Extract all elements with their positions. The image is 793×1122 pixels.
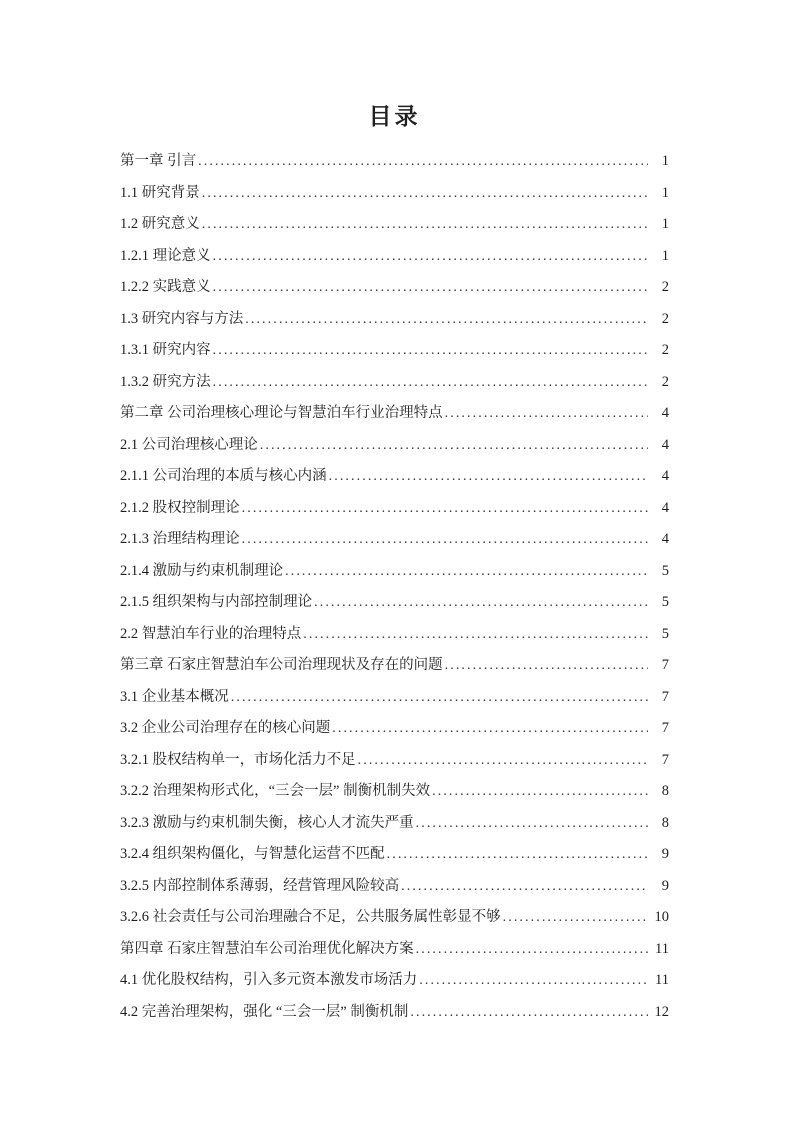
toc-row <box>120 146 669 178</box>
toc-entry-label: 第四章 石家庄智慧泊车公司治理优化解决方案 <box>120 940 414 957</box>
toc-entry-page: 5 <box>661 562 669 579</box>
toc-dot-leader <box>314 587 648 619</box>
toc-entry-page: 11 <box>655 940 669 957</box>
page-title: 目录 <box>368 104 421 129</box>
toc-dot-leader <box>260 430 648 462</box>
toc-entry-page: 2 <box>661 279 669 295</box>
toc-entry-label: 3.2.3 激励与约束机制失衡，核心人才流失严重 <box>120 814 414 831</box>
toc-row <box>120 808 669 840</box>
toc-entry-page: 12 <box>654 1003 669 1020</box>
toc-entry-label: 1.1 研究背景 <box>120 184 200 201</box>
toc-dot-leader <box>432 776 648 808</box>
toc-entry-page: 4 <box>661 436 669 453</box>
toc-row <box>120 965 669 997</box>
toc-entry-page: 5 <box>661 625 669 642</box>
toc-entry-label: 1.3.2 研究方法 <box>120 373 211 390</box>
toc-row <box>120 839 669 871</box>
toc-entry-page: 7 <box>661 657 669 673</box>
toc-row <box>120 398 669 430</box>
toc-entry-page: 4 <box>661 405 669 421</box>
toc-entry-page: 1 <box>661 216 669 232</box>
toc-entry-label: 3.2.1 股权结构单一，市场化活力不足 <box>120 751 356 768</box>
toc-entry-label: 3.2.4 组织架构僵化，与智慧化运营不匹配 <box>120 846 385 862</box>
toc-dot-leader <box>419 965 648 997</box>
toc-entry-label: 3.2.6 社会责任与公司治理融合不足，公共服务属性彰显不够 <box>120 909 501 925</box>
toc-row <box>120 650 669 682</box>
toc-row <box>120 745 669 777</box>
toc-entry-label: 3.1 企业基本概况 <box>120 688 229 705</box>
toc-entry-label: 1.2.2 实践意义 <box>120 279 211 295</box>
toc-row <box>120 556 669 588</box>
toc-entry-label: 4.2 完善治理架构，强化 “三会一层” 制衡机制 <box>120 1003 409 1020</box>
toc-dot-leader <box>303 619 648 651</box>
toc-content <box>120 0 669 1028</box>
toc-entry-page: 5 <box>661 594 669 610</box>
toc-entry-label: 2.2 智慧泊车行业的治理特点 <box>120 625 302 642</box>
toc-row <box>120 272 669 304</box>
toc-entry-page: 10 <box>654 909 669 925</box>
toc-row <box>120 934 669 966</box>
toc-dot-leader <box>202 209 648 241</box>
toc-entry-page: 2 <box>661 342 669 358</box>
toc-dot-leader <box>416 934 648 966</box>
toc-entry-page: 2 <box>661 373 669 390</box>
toc-row <box>120 209 669 241</box>
toc-row <box>120 713 669 745</box>
toc-dot-leader <box>213 241 648 273</box>
toc-row <box>120 335 669 367</box>
toc-entry-label: 1.2.1 理论意义 <box>120 247 211 264</box>
toc-entry-page: 7 <box>661 751 669 768</box>
toc-row <box>120 587 669 619</box>
toc-entry-page: 1 <box>661 153 669 169</box>
toc-row <box>120 619 669 651</box>
toc-dot-leader <box>231 682 648 714</box>
toc-row <box>120 682 669 714</box>
toc-row <box>120 997 669 1029</box>
toc-dot-leader <box>503 902 648 934</box>
toc-dot-leader <box>445 650 648 682</box>
toc-dot-leader <box>242 524 648 556</box>
toc-entry-label: 4.1 优化股权结构，引入多元资本激发市场活力 <box>120 972 418 988</box>
toc-entry-label: 第三章 石家庄智慧泊车公司治理现状及存在的问题 <box>120 657 443 673</box>
toc-entry-page: 4 <box>661 499 669 516</box>
toc-dot-leader <box>416 808 648 840</box>
toc-dot-leader <box>202 178 648 210</box>
toc-row <box>120 430 669 462</box>
toc-entry-label: 2.1.1 公司治理的本质与核心内涵 <box>120 468 327 484</box>
toc-dot-leader <box>245 304 648 336</box>
toc-entry-label: 1.3.1 研究内容 <box>120 342 211 358</box>
toc-entry-page: 2 <box>661 310 669 327</box>
toc-dot-leader <box>213 367 648 399</box>
toc-dot-leader <box>213 335 648 367</box>
toc-entry-page: 1 <box>661 247 669 264</box>
toc-entry-label: 1.3 研究内容与方法 <box>120 310 244 327</box>
toc-row <box>120 524 669 556</box>
toc-entry-page: 11 <box>655 972 669 988</box>
toc-dot-leader <box>332 713 648 745</box>
toc-row <box>120 367 669 399</box>
toc-dot-leader <box>358 745 648 777</box>
toc-row <box>120 902 669 934</box>
toc-entry-page: 7 <box>661 688 669 705</box>
toc-entry-label: 2.1.3 治理结构理论 <box>120 531 240 547</box>
toc-row <box>120 304 669 336</box>
toc-dot-leader <box>198 146 648 178</box>
toc-entry-page: 4 <box>661 531 669 547</box>
toc-row <box>120 493 669 525</box>
toc-entry-label: 2.1 公司治理核心理论 <box>120 436 258 453</box>
toc-dot-leader <box>410 997 648 1029</box>
toc-entry-label: 2.1.4 激励与约束机制理论 <box>120 562 284 579</box>
toc-entry-label: 3.2.2 治理架构形式化，“三会一层” 制衡机制失效 <box>120 783 431 799</box>
toc-dot-leader <box>213 272 648 304</box>
toc-dot-leader <box>387 839 648 871</box>
toc-entry-label: 2.1.2 股权控制理论 <box>120 499 240 516</box>
toc-entry-page: 8 <box>661 783 669 799</box>
toc-entry-label: 第一章 引言 <box>120 153 197 169</box>
toc-entry-label: 第二章 公司治理核心理论与智慧泊车行业治理特点 <box>120 405 443 421</box>
toc-dot-leader <box>329 461 648 493</box>
toc-entry-page: 9 <box>661 846 669 862</box>
toc-row <box>120 241 669 273</box>
toc-entry-page: 4 <box>661 468 669 484</box>
toc-entry-label: 3.2.5 内部控制体系薄弱，经营管理风险较高 <box>120 877 400 894</box>
toc-dot-leader <box>285 556 648 588</box>
toc-entry-page: 8 <box>661 814 669 831</box>
toc-entry-label: 3.2 企业公司治理存在的核心问题 <box>120 720 331 736</box>
toc-entry-page: 7 <box>661 720 669 736</box>
toc-entry-label: 1.2 研究意义 <box>120 216 200 232</box>
toc-entry-page: 9 <box>661 877 669 894</box>
toc-entry-page: 1 <box>661 184 669 201</box>
toc-dot-leader <box>445 398 648 430</box>
toc-list <box>120 146 669 1028</box>
toc-entry-label: 2.1.5 组织架构与内部控制理论 <box>120 594 313 610</box>
toc-row <box>120 461 669 493</box>
toc-row <box>120 776 669 808</box>
toc-dot-leader <box>401 871 648 903</box>
toc-dot-leader <box>242 493 648 525</box>
toc-row <box>120 871 669 903</box>
toc-row <box>120 178 669 210</box>
